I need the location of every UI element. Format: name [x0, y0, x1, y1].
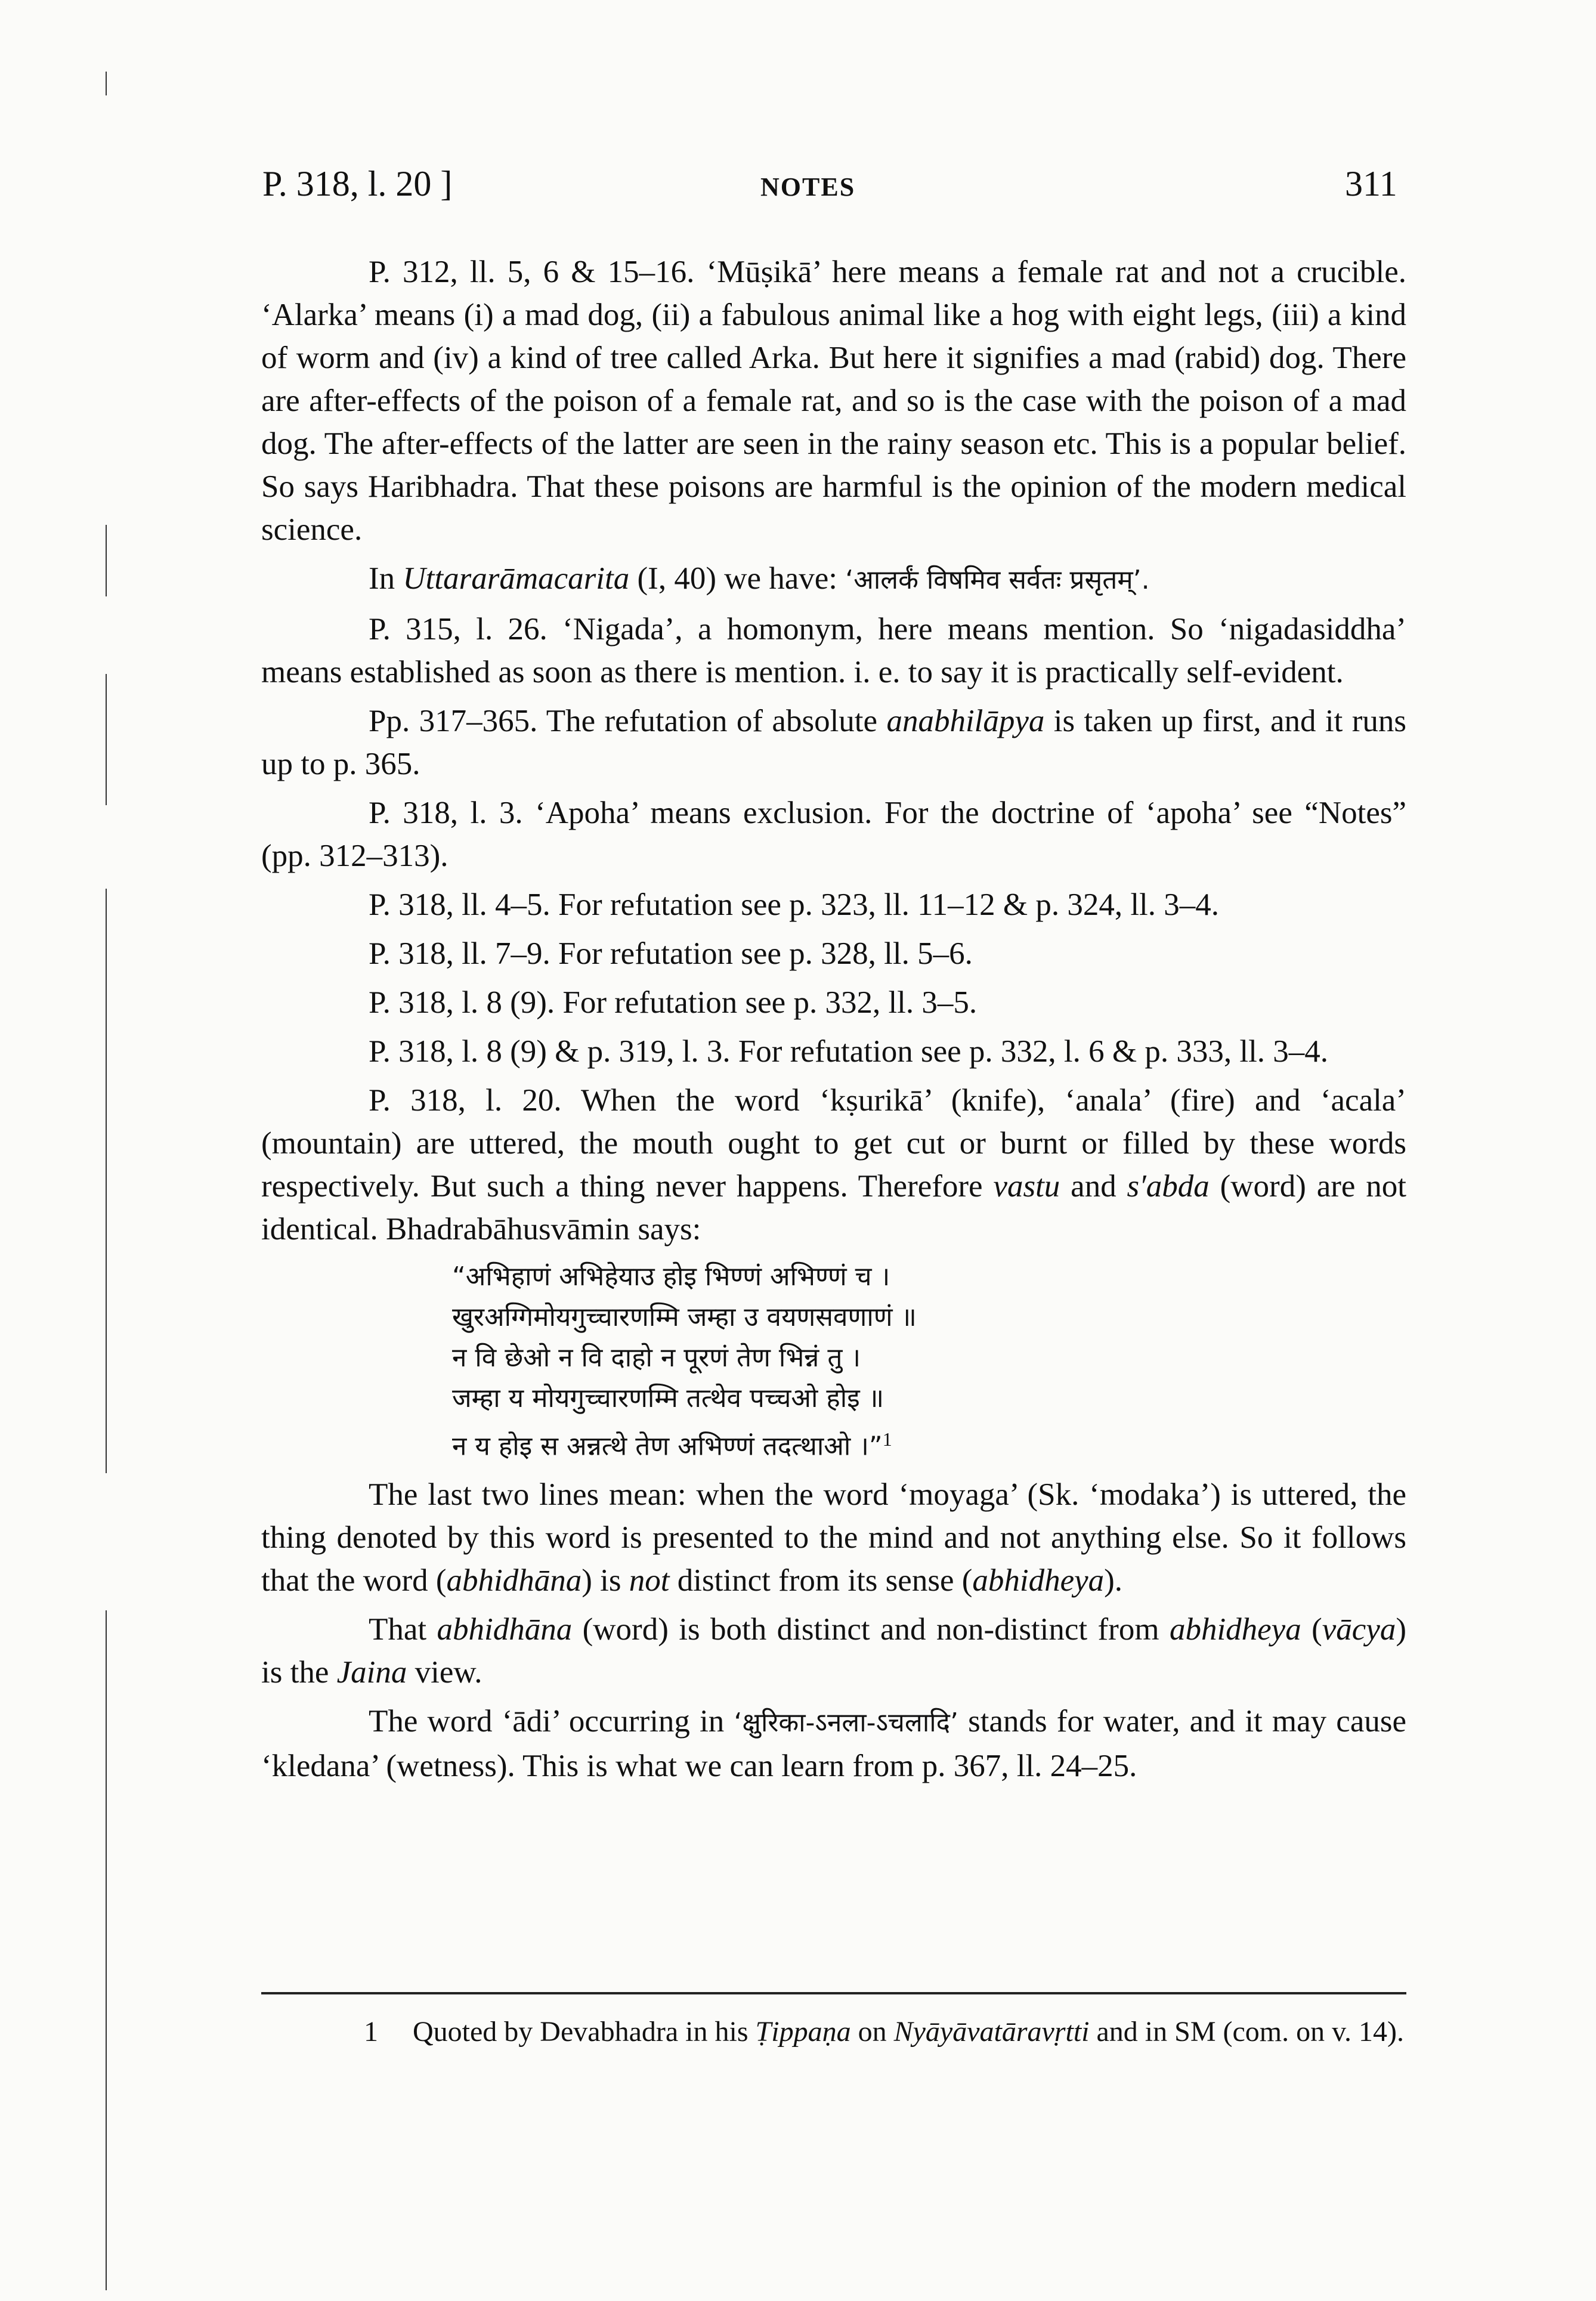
footnote-text: Quoted by Devabhadra in his Ṭippaṇa on Nyāyāvatāravṛtti and in SM (com. on v. 14). [413, 2016, 1405, 2048]
footnote-number: 1 [364, 2016, 378, 2048]
scan-margin-line-5 [106, 1610, 107, 2290]
main-text [261, 250, 1406, 1793]
verse-line: जम्हा य मोयगुच्चारणम्मि तत्थेव पच्चओ होइ ॥ [452, 1383, 884, 1414]
paragraph-anabhilapya: Pp. 317–365. The refutation of absolute anabhilāpya is taken up first, and it runs up to p. 365. [261, 704, 1407, 781]
paragraph-nigada: P. 315, l. 26. ‘Nigada’, a homonym, here means mention. So ‘nigadasiddha’ means established as soon as there is mention. i. e. to say it is practically self-evident. [261, 612, 1406, 689]
scan-margin-line-1 [106, 72, 107, 95]
footnote [364, 2011, 1408, 2053]
footnote-marker[interactable]: 1 [882, 1428, 892, 1450]
prakrit-verse [452, 1257, 1406, 1467]
paragraph-refutation-4: P. 318, l. 8 (9) & p. 319, l. 3. For refutation see p. 332, l. 6 & p. 333, ll. 3–4. [369, 1034, 1329, 1069]
scan-margin-line-3 [106, 674, 107, 805]
verse-line: खुरअग्गिमोयगुच्चारणम्मि जम्हा उ वयणसवणाणं ॥ [452, 1302, 917, 1332]
paragraph-ksurika: P. 318, l. 20. When the word ‘kṣurikā’ (knife), ‘anala’ (fire) and ‘acala’ (mountain) are uttered, the mouth ought to get cut or burnt or filled by these words respectively. But such a thing never happens. Therefore vastu and s′abda (word) are not identical. Bhadrabāhusvāmin says: [261, 1083, 1406, 1247]
paragraph-refutation-2: P. 318, ll. 7–9. For refutation see p. 328, ll. 5–6. [369, 936, 973, 971]
paragraph-uttararamacarita: In Uttararāmacarita (I, 40) we have: ‘आलर्कं विषमिव सर्वतः प्रसृतम्’. [369, 561, 1150, 596]
page-number: 311 [1345, 164, 1397, 203]
footnote-divider [261, 1992, 1406, 1994]
running-head-title: NOTES [760, 172, 856, 202]
verse-line: न वि छेओ न वि दाहो न पूरणं तेण भिन्नं तु । [452, 1343, 861, 1373]
scan-margin-line-2 [106, 525, 107, 596]
paragraph-refutation-1: P. 318, ll. 4–5. For refutation see p. 323, ll. 11–12 & p. 324, ll. 3–4. [369, 887, 1220, 922]
scan-margin-line-4 [106, 889, 107, 1473]
verse-line: न य होइ स अन्नत्थे तेण अभिण्णं तदत्थाओ ।”$^1$ [452, 1428, 892, 1462]
paragraph-apoha: P. 318, l. 3. ‘Apoha’ means exclusion. For the doctrine of ‘apoha’ see “Notes” (pp. 312–313). [261, 796, 1406, 873]
verse-line: “अभिहाणं अभिहेयाउ होइ भिण्णं अभिण्णं च । [452, 1261, 890, 1292]
running-head-left: P. 318, l. 20 ] [262, 164, 453, 203]
paragraph-refutation-3: P. 318, l. 8 (9). For refutation see p. 332, ll. 3–5. [369, 985, 978, 1020]
paragraph-moyaga: The last two lines mean: when the word ‘moyaga’ (Sk. ‘modaka’) is uttered, the thing denoted by this word is presented to the mind and not anything else. So it follows that the word (abhidhāna) is not distinct from its sense (abhidheya). [261, 1477, 1406, 1598]
paragraph-musika: P. 312, ll. 5, 6 & 15–16. ‘Mūṣikā’ here means a female rat and not a crucible. ‘Alarka’ means (i) a mad dog, (ii) a fabulous animal like a hog with eight legs, (iii) a kind of worm and (iv) a kind of tree called Arka. But here it signifies a mad (rabid) dog. There are after-effects of the poison of a female rat, and so is the case with the poison of a mad dog. The after-effects of the latter are seen in the rainy season etc. This is a popular belief. So says Haribhadra. That these poisons are harmful is the opinion of the modern medical science. [261, 255, 1406, 547]
paragraph-jaina-view: That abhidhāna (word) is both distinct and non-distinct from abhidheya (vācya) is the Jaina view. [261, 1612, 1406, 1690]
paragraph-adi: The word ‘ādi’ occurring in ‘क्षुरिका-ऽनला-ऽचलादि’ stands for water, and it may cause ‘kledana’ (wetness). This is what we can learn from p. 367, ll. 24–25. [261, 1703, 1406, 1783]
